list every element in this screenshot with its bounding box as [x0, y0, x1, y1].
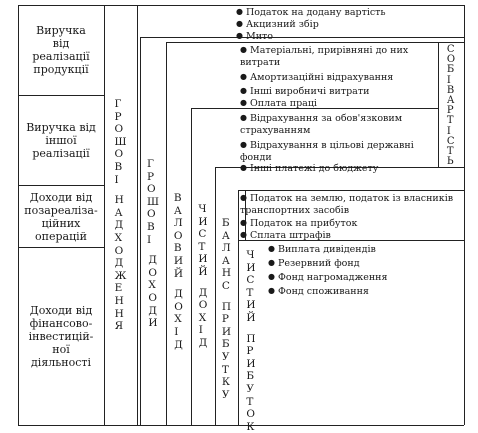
cost-price-letter: Б [446, 64, 455, 76]
deduction-text: Резервний фонд [277, 258, 360, 269]
column-letter: И [221, 325, 232, 338]
bullet-icon: ● [268, 258, 275, 267]
column-letter: Р [114, 110, 122, 123]
cost-item [240, 85, 436, 98]
column-word [115, 98, 127, 186]
column-cash-income [141, 158, 165, 330]
column-letter: Ш [147, 195, 159, 208]
column-letter: І [114, 173, 119, 186]
bullet-icon: ● [240, 72, 247, 81]
source-revenue-other: Виручка від іншої реалізації [26, 121, 96, 160]
bullet-icon: ● [240, 113, 247, 122]
cost-price-word [447, 45, 455, 167]
column-letter: А [221, 229, 230, 242]
column-letter: Р [246, 345, 254, 358]
cost-price-letter: А [446, 95, 455, 107]
cost-item [240, 112, 436, 136]
cost-price-letter: С [446, 44, 455, 55]
column-cash-receipts [105, 98, 136, 333]
column-letter: Д [198, 286, 208, 299]
deduction-text: Інші платежі до бюджету [249, 163, 379, 174]
column-letter: Д [198, 336, 208, 349]
column-word [222, 301, 231, 402]
profit-tax-item [240, 229, 458, 242]
column-letter: О [114, 148, 124, 161]
column-letter: О [147, 208, 156, 221]
column-letter: И [246, 299, 256, 312]
column-letter: О [173, 229, 183, 242]
column-letter: Х [198, 311, 207, 324]
column-letter: Й [246, 311, 256, 324]
bullet-icon: ● [240, 163, 247, 172]
column-letter: І [174, 325, 179, 338]
bullet-icon: ● [236, 19, 243, 28]
deduction-text: Фонд нагромадження [277, 272, 388, 283]
column-letter: А [114, 206, 123, 219]
deduction-text: Відрахування за обов'язковим страхуванням [240, 113, 403, 136]
column-letter: О [198, 299, 208, 312]
column-letter: Н [221, 267, 232, 280]
column-letter: Д [148, 254, 157, 267]
cost-price-letter: І [446, 74, 451, 86]
source-financial-investment-income: Доходи від фінансово- інвестицій- ної діяльності [28, 303, 94, 369]
cost-item [240, 139, 436, 163]
deduction-text: Амортизаційні відрахування [249, 72, 394, 83]
column-letter: В [173, 192, 182, 204]
column-net-income [192, 203, 214, 350]
column-letter: Й [198, 265, 208, 278]
column-border [137, 5, 138, 425]
column-letter: Д [114, 257, 124, 270]
column-letter: С [221, 279, 230, 292]
column-word [246, 333, 255, 433]
cost-price-letter: О [446, 54, 456, 66]
column-letter: И [148, 317, 158, 330]
column-word [148, 254, 157, 330]
deduction-text: Податок на землю, податок із власників транспортних засобів [240, 193, 454, 216]
cost-price-letter: І [446, 125, 451, 137]
column-letter: И [246, 357, 256, 370]
column-letter: У [221, 388, 230, 401]
column-letter: Г [114, 98, 122, 110]
cost-item [240, 97, 436, 110]
bullet-icon: ● [268, 272, 275, 281]
tax-item [236, 6, 386, 19]
column-letter: Ч [198, 203, 207, 215]
column-letter: Б [246, 370, 255, 383]
deduction-text: Мито [245, 31, 274, 42]
column-letter: Б [221, 338, 230, 351]
cost-price-letter: Ь [446, 156, 454, 168]
deduction-text: Податок на прибуток [249, 218, 358, 229]
bullet-icon: ● [240, 218, 247, 227]
profit-tax-top [238, 190, 464, 191]
column-letter: У [221, 350, 230, 363]
column-letter: І [147, 233, 152, 246]
column-letter: Н [114, 307, 124, 320]
bullet-icon: ● [240, 86, 247, 95]
column-letter: А [173, 204, 182, 217]
column-letter: И [198, 253, 208, 266]
bullet-icon: ● [240, 140, 247, 149]
column-letter: Й [173, 267, 184, 280]
column-letter: Т [246, 286, 254, 299]
profit-tax-item [240, 217, 458, 230]
revenue-tax-divider [140, 37, 464, 38]
column-word [198, 203, 207, 279]
column-letter: Л [173, 217, 183, 230]
column-letter: Р [221, 313, 229, 326]
profit-use-item [268, 243, 376, 256]
column-word [246, 249, 255, 325]
bullet-icon: ● [268, 244, 275, 253]
deduction-text: Відрахування в цільові державні фонди [240, 140, 414, 163]
column-letter: Х [174, 313, 182, 326]
bullet-icon: ● [240, 45, 247, 54]
column-letter: В [173, 242, 182, 255]
deduction-text: Виплата дивідендів [277, 244, 376, 255]
column-word [174, 288, 183, 351]
column-net-profit [239, 249, 263, 433]
cost-price-letter: В [446, 84, 455, 96]
cost-block-top [166, 42, 464, 43]
column-letter: У [246, 382, 254, 395]
column-letter: О [147, 183, 156, 196]
column-letter: И [198, 215, 208, 228]
column-letter: Н [114, 294, 124, 307]
cost-price-letter: Т [446, 146, 454, 158]
column-letter: О [148, 266, 158, 279]
column-letter: О [148, 291, 158, 304]
bullet-icon: ● [240, 230, 247, 239]
column-letter: Ш [114, 135, 127, 148]
cost-item [240, 162, 436, 175]
column-word [174, 192, 183, 280]
column-letter: Т [246, 395, 254, 408]
column-letter: О [114, 244, 124, 257]
profit-tax-item [240, 192, 458, 216]
cost-item [240, 44, 436, 68]
deduction-text: Матеріальні, прирівняні до них витрати [240, 45, 409, 68]
column-letter: Д [174, 288, 183, 301]
tax-item [236, 18, 319, 31]
column-profit-balance [216, 217, 237, 401]
deduction-text: Податок на додану вартість [245, 7, 386, 18]
column-letter: С [246, 274, 255, 287]
column-letter: В [147, 220, 155, 233]
column-letter: В [114, 160, 123, 173]
column-letter: И [173, 254, 184, 267]
frame-right [464, 5, 465, 425]
deduction-text: Акцизний збір [245, 19, 319, 30]
column-letter: К [246, 420, 255, 433]
column-letter: О [246, 408, 256, 421]
deduction-text: Оплата праці [249, 98, 317, 109]
column-letter: Ж [114, 269, 127, 282]
column-letter: П [221, 300, 232, 313]
column-letter: С [198, 228, 207, 241]
column-letter: Ч [246, 249, 255, 261]
cost-price-letter: Р [446, 105, 454, 117]
column-letter: Д [148, 304, 157, 317]
profit-use-item [268, 257, 360, 270]
column-letter: Д [114, 219, 124, 232]
column-letter: І [198, 324, 203, 337]
column-letter: Б [221, 217, 230, 229]
cost-item [240, 71, 436, 84]
column-letter: П [246, 332, 256, 345]
column-letter: Г [147, 158, 154, 170]
source-revenue-products: Виручка від реалізації продукції [32, 24, 90, 76]
column-letter: Л [221, 242, 231, 255]
column-letter: Т [198, 240, 206, 253]
cost-price-letter: С [446, 135, 455, 147]
profit-use-item [268, 271, 388, 284]
column-letter: Р [147, 170, 155, 183]
bullet-icon: ● [268, 286, 275, 295]
cost-price-letter: Т [446, 115, 454, 127]
column-letter: Е [114, 282, 123, 295]
column-letter: Я [114, 320, 124, 333]
deduction-text: Інші виробничі витрати [249, 86, 370, 97]
bullet-icon: ● [236, 7, 243, 16]
column-gross-income [167, 192, 190, 351]
column-word [222, 217, 231, 293]
profit-use-item [268, 285, 369, 298]
deduction-text: Фонд споживання [277, 286, 369, 297]
column-word [199, 287, 208, 350]
column-letter: К [221, 376, 231, 389]
column-letter: Т [221, 363, 229, 376]
column-word [115, 194, 127, 333]
tax-item [236, 30, 273, 43]
cost-price-label [439, 45, 463, 167]
column-letter: Д [174, 338, 183, 351]
bullet-icon: ● [240, 98, 247, 107]
bullet-icon: ● [240, 193, 247, 202]
column-letter: И [246, 261, 256, 274]
deduction-text: Сплата штрафів [249, 230, 331, 241]
bullet-icon: ● [236, 31, 243, 40]
column-letter: Х [114, 231, 123, 244]
column-letter: О [114, 123, 124, 136]
column-word [147, 158, 159, 246]
column-letter: О [174, 300, 183, 313]
column-letter: А [221, 254, 230, 267]
column-letter: Н [114, 194, 124, 207]
column-letter: Х [148, 279, 156, 292]
source-non-sales-income: Доходи від позареаліза- ційних операцій [24, 190, 98, 243]
